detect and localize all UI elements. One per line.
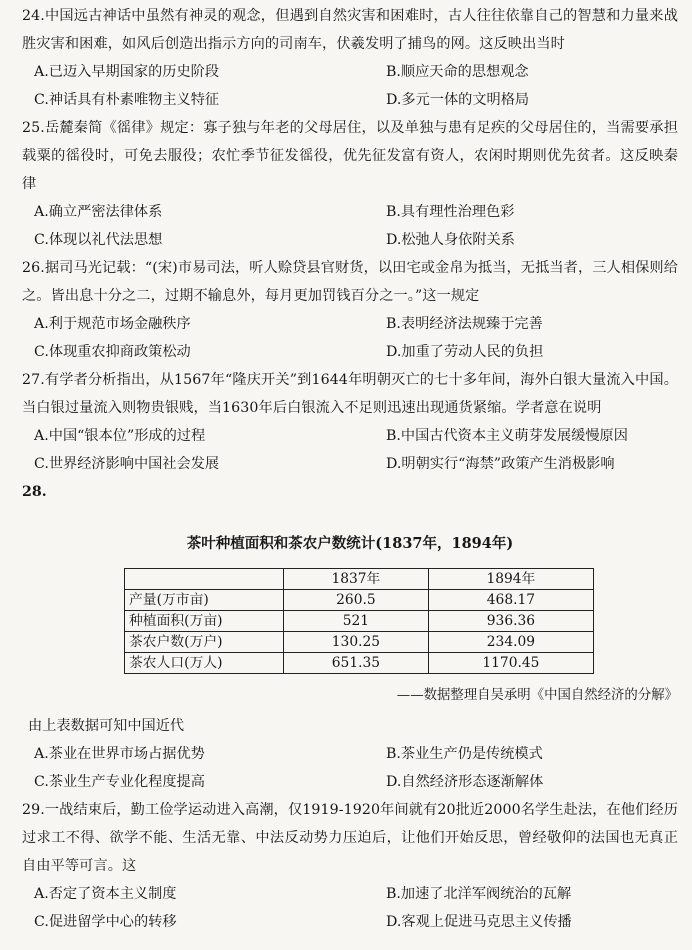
- option-b: B.加速了北洋军阀统治的瓦解: [386, 886, 572, 902]
- options-grid: [34, 422, 678, 478]
- option-b: B.茶业生产仍是传统模式: [386, 746, 543, 762]
- option-c: C.神话具有朴素唯物主义特征: [34, 92, 220, 108]
- question-24: [22, 2, 678, 114]
- question-stem: 由上表数据可知中国近代: [28, 718, 185, 734]
- table-row: [125, 632, 594, 653]
- table-header-row: [125, 569, 594, 590]
- header-blank: [125, 569, 284, 590]
- option-b: B.具有理性治理色彩: [386, 204, 515, 220]
- cell-1894: 234.09: [428, 632, 593, 653]
- cell-1837: 651.35: [284, 653, 429, 674]
- option-a: A.确立严密法律体系: [34, 204, 163, 220]
- option-b: B.表明经济法规臻于完善: [386, 316, 543, 332]
- row-label: 茶农户数(万户): [125, 632, 284, 653]
- option-d: D.加重了劳动人民的负担: [386, 344, 544, 360]
- option-d: D.松弛人身依附关系: [386, 232, 515, 248]
- option-a: A.利于规范市场金融秩序: [34, 316, 191, 332]
- option-b: B.顺应天命的思想观念: [386, 64, 529, 80]
- cell-1894: 1170.45: [428, 653, 593, 674]
- question-stem: 26.据司马光记载：“(宋)市易司法，听人赊贷县官财货，以田宅或金帛为抵当，无抵当者，三人相保则给之。皆出息十分之二，过期不输息外，每月更加罚钱百分之一。”这一规定: [22, 260, 678, 304]
- question-stem: 29.一战结束后，勤工俭学运动进入高潮，仅1919-1920年间就有20批近2000名学生赴法，在他们经历过求工不得、欲学不能、生活无靠、中法反动势力压迫后，让他们开始反思，曾经敬仰的法国也无真正自由平等可言。这: [22, 802, 678, 874]
- options-grid: [34, 310, 678, 366]
- options-grid: [34, 198, 678, 254]
- option-a: A.茶业在世界市场占据优势: [34, 746, 205, 762]
- cell-1837: 130.25: [284, 632, 429, 653]
- row-label: 茶农人口(万人): [125, 653, 284, 674]
- header-1837: 1837年: [284, 569, 429, 590]
- option-d: D.客观上促进马克思主义传播: [386, 914, 572, 930]
- cell-1894: 936.36: [428, 611, 593, 632]
- table-source: ——数据整理自吴承明《中国自然经济的分解》: [396, 688, 678, 703]
- options-grid: [34, 880, 678, 936]
- option-c: C.茶业生产专业化程度提高: [34, 774, 205, 790]
- options-grid: [34, 58, 678, 114]
- options-grid: [34, 740, 678, 796]
- question-stem: 25.岳麓秦简《徭律》规定：寡子独与年老的父母居住，以及单独与患有足疾的父母居住的，当需要承担载粟的徭役时，可免去服役；农忙季节征发徭役，优先征发富有资人，农闲时期则优先贫者。这反映秦律: [22, 120, 678, 192]
- table-row: [125, 590, 594, 611]
- cell-1894: 468.17: [428, 590, 593, 611]
- table-row: [125, 653, 594, 674]
- option-d: D.自然经济形态逐渐解体: [386, 774, 544, 790]
- question-27: [22, 366, 678, 478]
- option-b: B.中国古代资本主义萌芽发展缓慢原因: [386, 428, 628, 444]
- question-29: [22, 796, 678, 936]
- row-label: 产量(万市亩): [125, 590, 284, 611]
- cell-1837: 260.5: [284, 590, 429, 611]
- option-a: A.已迈入早期国家的历史阶段: [34, 64, 220, 80]
- option-a: A.否定了资本主义制度: [34, 886, 177, 902]
- question-stem: 24.中国远古神话中虽然有神灵的观念，但遇到自然灾害和困难时，古人往往依靠自己的智慧和力量来战胜灾害和困难，如风后创造出指示方向的司南车，伏羲发明了捕鸟的网。这反映出当时: [22, 8, 678, 52]
- question-26: [22, 254, 678, 366]
- question-stem: 27.有学者分析指出，从1567年“隆庆开关”到1644年明朝灭亡的七十多年间，海外白银大量流入中国。当白银过量流入则物贵银贱，当1630年后白银流入不足则迅速出现通货紧缩。学者意在说明: [22, 372, 678, 416]
- question-number: 28.: [22, 484, 47, 500]
- table-title: 茶叶种植面积和茶农户数统计(1837年，1894年): [186, 535, 514, 552]
- cell-1837: 521: [284, 611, 429, 632]
- header-1894: 1894年: [428, 569, 593, 590]
- table-row: [125, 611, 594, 632]
- option-c: C.体现重农抑商政策松动: [34, 344, 191, 360]
- option-d: D.多元一体的文明格局: [386, 92, 530, 108]
- tea-statistics-table: [124, 568, 594, 674]
- row-label: 种植面积(万亩): [125, 611, 284, 632]
- option-a: A.中国“银本位”形成的过程: [34, 428, 206, 444]
- question-28: [22, 478, 678, 796]
- question-25: [22, 114, 678, 254]
- option-c: C.世界经济影响中国社会发展: [34, 456, 220, 472]
- option-d: D.明朝实行“海禁”政策产生消极影响: [386, 456, 615, 472]
- option-c: C.促进留学中心的转移: [34, 914, 177, 930]
- option-c: C.体现以礼代法思想: [34, 232, 163, 248]
